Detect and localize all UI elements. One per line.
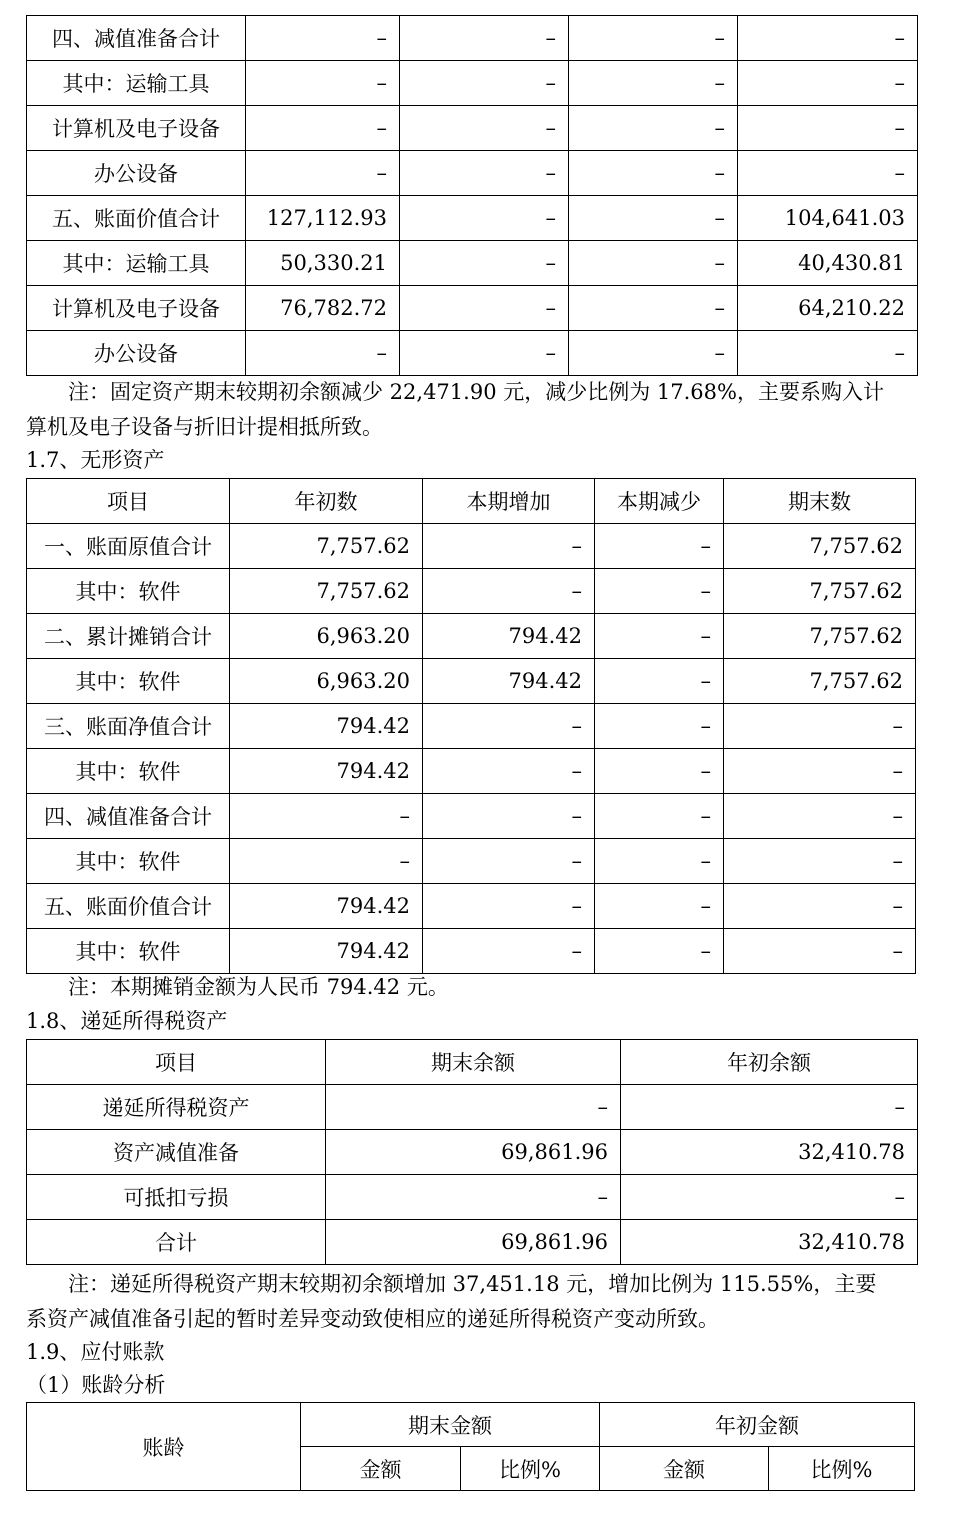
row-label: 合计 <box>27 1220 326 1265</box>
value-cell: 794.42 <box>230 704 423 749</box>
value-cell: – <box>595 929 724 974</box>
subheader-closing-ratio: 比例% <box>461 1447 600 1491</box>
subheader-closing-amount: 金额 <box>301 1447 461 1491</box>
value-cell: – <box>595 524 724 569</box>
value-cell: 32,410.78 <box>621 1220 918 1265</box>
value-cell: – <box>738 16 918 61</box>
value-cell: – <box>400 196 569 241</box>
value-cell: 794.42 <box>230 749 423 794</box>
table-row <box>27 1175 918 1220</box>
value-cell: – <box>569 331 738 376</box>
value-cell: – <box>400 61 569 106</box>
row-label: 递延所得税资产 <box>27 1085 326 1130</box>
value-cell: – <box>621 1085 918 1130</box>
value-cell: – <box>423 524 595 569</box>
value-cell: – <box>400 331 569 376</box>
value-cell: – <box>569 241 738 286</box>
value-cell: 7,757.62 <box>230 524 423 569</box>
header-item: 项目 <box>27 479 230 524</box>
table-row <box>27 151 918 196</box>
section-title-deferred-tax-assets: 1.8、递延所得税资产 <box>26 1009 228 1033</box>
deferred-tax-assets-table <box>26 1039 918 1265</box>
value-cell: – <box>246 331 400 376</box>
value-cell: – <box>724 749 916 794</box>
value-cell: – <box>595 569 724 614</box>
row-label: 其中：软件 <box>27 839 230 884</box>
value-cell: – <box>595 614 724 659</box>
value-cell: – <box>724 704 916 749</box>
value-cell: – <box>595 704 724 749</box>
value-cell: – <box>230 839 423 884</box>
value-cell: – <box>595 749 724 794</box>
value-cell: 69,861.96 <box>326 1130 621 1175</box>
header-aging: 账龄 <box>27 1403 301 1491</box>
table-row <box>27 929 916 974</box>
value-cell: 69,861.96 <box>326 1220 621 1265</box>
table-row <box>27 1085 918 1130</box>
table-row <box>27 61 918 106</box>
value-cell: – <box>738 331 918 376</box>
row-label: 一、账面原值合计 <box>27 524 230 569</box>
row-label: 办公设备 <box>27 331 246 376</box>
header-opening-amount: 年初金额 <box>600 1403 915 1447</box>
value-cell: – <box>724 794 916 839</box>
intangible-assets-note: 注：本期摊销金额为人民币 794.42 元。 <box>68 975 449 999</box>
table-row <box>27 884 916 929</box>
section-title-accounts-payable: 1.9、应付账款 <box>26 1340 165 1364</box>
value-cell: 104,641.03 <box>738 196 918 241</box>
table-row <box>27 524 916 569</box>
table-row <box>27 16 918 61</box>
row-label: 其中：软件 <box>27 569 230 614</box>
value-cell: 794.42 <box>230 884 423 929</box>
row-label: 计算机及电子设备 <box>27 286 246 331</box>
row-label: 计算机及电子设备 <box>27 106 246 151</box>
header-closing-balance: 期末余额 <box>326 1040 621 1085</box>
value-cell: 7,757.62 <box>230 569 423 614</box>
value-cell: – <box>738 151 918 196</box>
table-row <box>27 1130 918 1175</box>
header-item: 项目 <box>27 1040 326 1085</box>
value-cell: – <box>423 569 595 614</box>
value-cell: 76,782.72 <box>246 286 400 331</box>
value-cell: – <box>246 151 400 196</box>
row-label: 其中：运输工具 <box>27 61 246 106</box>
value-cell: – <box>724 929 916 974</box>
fixed-assets-note-line1: 注：固定资产期末较期初余额减少 22,471.90 元，减少比例为 17.68%，主要系购入计 <box>68 380 884 404</box>
table-row <box>27 839 916 884</box>
value-cell: – <box>246 106 400 151</box>
value-cell: – <box>724 884 916 929</box>
row-label: 四、减值准备合计 <box>27 16 246 61</box>
table-row <box>27 614 916 659</box>
value-cell: – <box>400 106 569 151</box>
row-label: 可抵扣亏损 <box>27 1175 326 1220</box>
value-cell: – <box>595 839 724 884</box>
fixed-assets-table <box>26 15 918 376</box>
value-cell: 64,210.22 <box>738 286 918 331</box>
value-cell: – <box>621 1175 918 1220</box>
deferred-tax-note-line2: 系资产减值准备引起的暂时差异变动致使相应的递延所得税资产变动所致。 <box>26 1307 719 1331</box>
table-row <box>27 749 916 794</box>
table-row <box>27 196 918 241</box>
value-cell: – <box>595 659 724 704</box>
header-closing: 期末数 <box>724 479 916 524</box>
header-opening-balance: 年初余额 <box>621 1040 918 1085</box>
value-cell: 794.42 <box>230 929 423 974</box>
table-row <box>27 1220 918 1265</box>
table-row <box>27 241 918 286</box>
value-cell: – <box>423 794 595 839</box>
value-cell: – <box>569 61 738 106</box>
value-cell: – <box>400 151 569 196</box>
value-cell: – <box>595 794 724 839</box>
table-row <box>27 704 916 749</box>
value-cell: – <box>246 16 400 61</box>
value-cell: – <box>569 151 738 196</box>
value-cell: – <box>569 286 738 331</box>
table-row <box>27 106 918 151</box>
value-cell: 7,757.62 <box>724 614 916 659</box>
header-decrease: 本期减少 <box>595 479 724 524</box>
table-row <box>27 331 918 376</box>
value-cell: – <box>423 749 595 794</box>
intangible-assets-table <box>26 478 916 974</box>
table-row <box>27 659 916 704</box>
row-label: 其中：软件 <box>27 659 230 704</box>
accounts-payable-aging-table <box>26 1402 915 1491</box>
row-label: 五、账面价值合计 <box>27 884 230 929</box>
header-opening: 年初数 <box>230 479 423 524</box>
table-row <box>27 794 916 839</box>
value-cell: – <box>738 106 918 151</box>
value-cell: 794.42 <box>423 659 595 704</box>
value-cell: 40,430.81 <box>738 241 918 286</box>
value-cell: – <box>423 839 595 884</box>
subheader-opening-ratio: 比例% <box>769 1447 915 1491</box>
table-row <box>27 569 916 614</box>
value-cell: 32,410.78 <box>621 1130 918 1175</box>
value-cell: – <box>724 839 916 884</box>
row-label: 其中：软件 <box>27 749 230 794</box>
value-cell: – <box>400 286 569 331</box>
value-cell: – <box>246 61 400 106</box>
value-cell: – <box>423 704 595 749</box>
row-label: 其中：运输工具 <box>27 241 246 286</box>
row-label: 资产减值准备 <box>27 1130 326 1175</box>
header-increase: 本期增加 <box>423 479 595 524</box>
value-cell: – <box>400 16 569 61</box>
row-label: 三、账面净值合计 <box>27 704 230 749</box>
section-title-intangible-assets: 1.7、无形资产 <box>26 448 165 472</box>
value-cell: 50,330.21 <box>246 241 400 286</box>
row-label: 五、账面价值合计 <box>27 196 246 241</box>
value-cell: 7,757.62 <box>724 524 916 569</box>
value-cell: 7,757.62 <box>724 569 916 614</box>
table-row <box>27 286 918 331</box>
value-cell: – <box>569 196 738 241</box>
value-cell: – <box>423 929 595 974</box>
value-cell: – <box>326 1085 621 1130</box>
value-cell: – <box>326 1175 621 1220</box>
value-cell: 794.42 <box>423 614 595 659</box>
value-cell: – <box>423 884 595 929</box>
value-cell: – <box>569 16 738 61</box>
value-cell: – <box>738 61 918 106</box>
row-label: 四、减值准备合计 <box>27 794 230 839</box>
deferred-tax-note-line1: 注：递延所得税资产期末较期初余额增加 37,451.18 元，增加比例为 115.55%，主要 <box>68 1272 877 1296</box>
value-cell: 6,963.20 <box>230 659 423 704</box>
value-cell: – <box>569 106 738 151</box>
row-label: 其中：软件 <box>27 929 230 974</box>
value-cell: – <box>400 241 569 286</box>
subsection-title-aging-analysis: （1）账龄分析 <box>26 1373 166 1397</box>
value-cell: 7,757.62 <box>724 659 916 704</box>
fixed-assets-note-line2: 算机及电子设备与折旧计提相抵所致。 <box>26 415 383 439</box>
subheader-opening-amount: 金额 <box>600 1447 769 1491</box>
header-closing-amount: 期末金额 <box>301 1403 600 1447</box>
value-cell: 6,963.20 <box>230 614 423 659</box>
row-label: 办公设备 <box>27 151 246 196</box>
value-cell: – <box>595 884 724 929</box>
row-label: 二、累计摊销合计 <box>27 614 230 659</box>
value-cell: 127,112.93 <box>246 196 400 241</box>
value-cell: – <box>230 794 423 839</box>
